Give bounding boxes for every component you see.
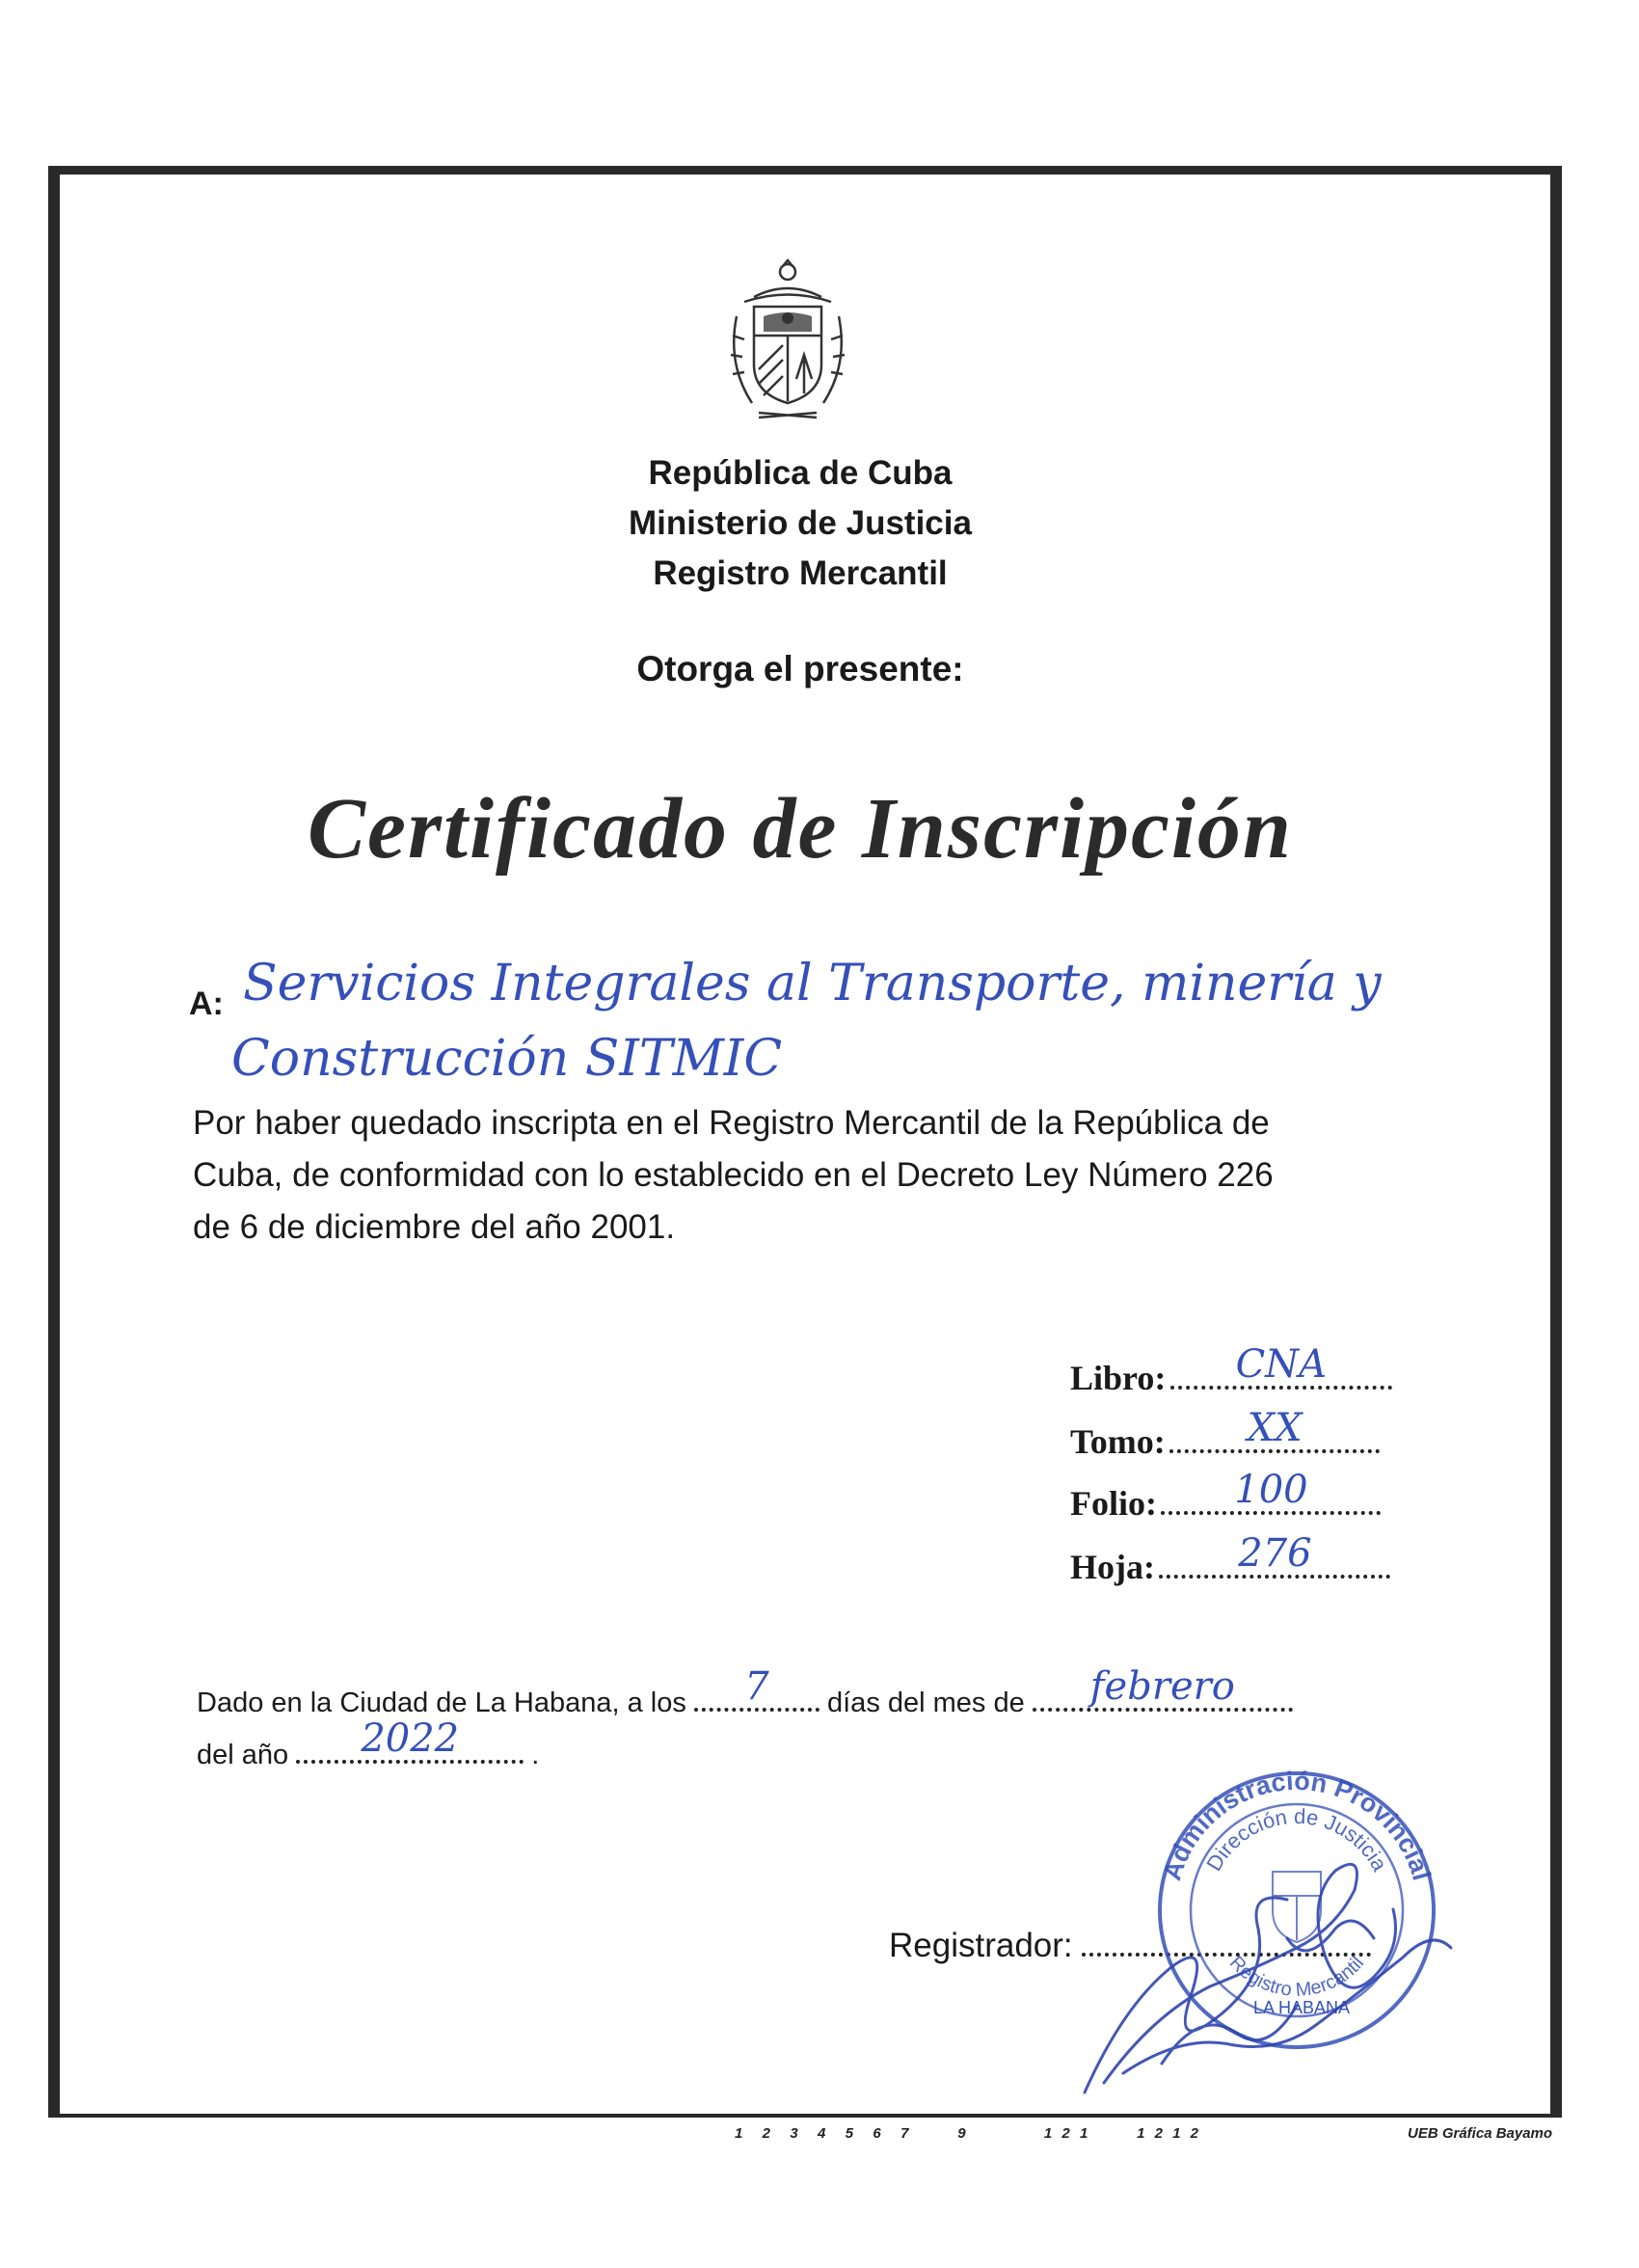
- folio-label: Folio:: [1070, 1484, 1157, 1523]
- stamp-bottom-text: Registro Mercantil: [1224, 1952, 1369, 2002]
- stamp-city: LA HABANA: [1252, 1998, 1351, 2017]
- folio-value: 100: [1234, 1468, 1308, 1512]
- hoja-value: 276: [1238, 1531, 1312, 1576]
- libro-label: Libro:: [1070, 1359, 1167, 1397]
- issued-day: 7: [744, 1664, 769, 1709]
- tomo-label: Tomo:: [1070, 1422, 1166, 1461]
- hoja-label: Hoja:: [1070, 1548, 1155, 1586]
- print-control-numbers: 1 2 3 4 5 6 7 9 1 2 1 1 2 1 2: [735, 2125, 1198, 2142]
- statement-line3: de 6 de diciembre del año 2001.: [193, 1208, 676, 1246]
- header-registry: Registro Mercantil: [653, 554, 948, 592]
- hoja-field: [1159, 1531, 1390, 1579]
- issued-year-line: [197, 1716, 540, 1778]
- grant-text: Otorga el presente:: [636, 649, 964, 688]
- issued-middle: días del mes de: [827, 1688, 1025, 1718]
- registrar-signature: [1065, 1813, 1470, 2102]
- recipient-label: A:: [189, 986, 224, 1022]
- issued-prefix: Dado en la Ciudad de La Habana, a los: [197, 1688, 686, 1718]
- issued-year-prefix: del año: [197, 1740, 289, 1770]
- recipient-name-line2: Construcción SITMIC: [231, 1030, 783, 1088]
- printer-credit: UEB Gráfica Bayamo: [1408, 2125, 1553, 2142]
- folio-field: [1161, 1468, 1381, 1515]
- libro-row: [1070, 1342, 1392, 1398]
- issued-year-field: [296, 1716, 524, 1764]
- header-republic: República de Cuba: [648, 454, 953, 492]
- statement-line2: Cuba, de conformidad con lo establecido en el Decreto Ley Número 226: [193, 1156, 1274, 1194]
- tomo-row: [1070, 1406, 1380, 1462]
- folio-row: [1070, 1468, 1381, 1524]
- issued-suffix: .: [531, 1740, 540, 1770]
- hoja-row: [1070, 1531, 1390, 1587]
- issued-month-field: [1033, 1664, 1293, 1712]
- libro-field: [1170, 1342, 1392, 1390]
- issued-year: 2022: [361, 1716, 460, 1761]
- header-ministry: Ministerio de Justicia: [629, 504, 972, 542]
- coat-of-arms-emblem: [715, 258, 860, 430]
- stamp-outer-text: Administración Provincial: [1157, 1766, 1437, 1884]
- recipient-name-line1: Servicios Integrales al Transporte, minería y: [243, 955, 1382, 1012]
- registrar-label: Registrador:: [889, 1927, 1073, 1964]
- tomo-value: XX: [1247, 1406, 1303, 1450]
- certificate-title: Certificado de Inscripción: [308, 781, 1293, 877]
- tomo-field: [1169, 1406, 1380, 1453]
- issued-day-field: [694, 1664, 820, 1712]
- stamp-inner-text: Dirección de Justicia: [1201, 1803, 1392, 1876]
- libro-value: CNA: [1235, 1342, 1328, 1387]
- statement-line1: Por haber quedado inscripta en el Registro Mercantil de la República de: [193, 1104, 1270, 1142]
- issued-month: febrero: [1089, 1664, 1235, 1709]
